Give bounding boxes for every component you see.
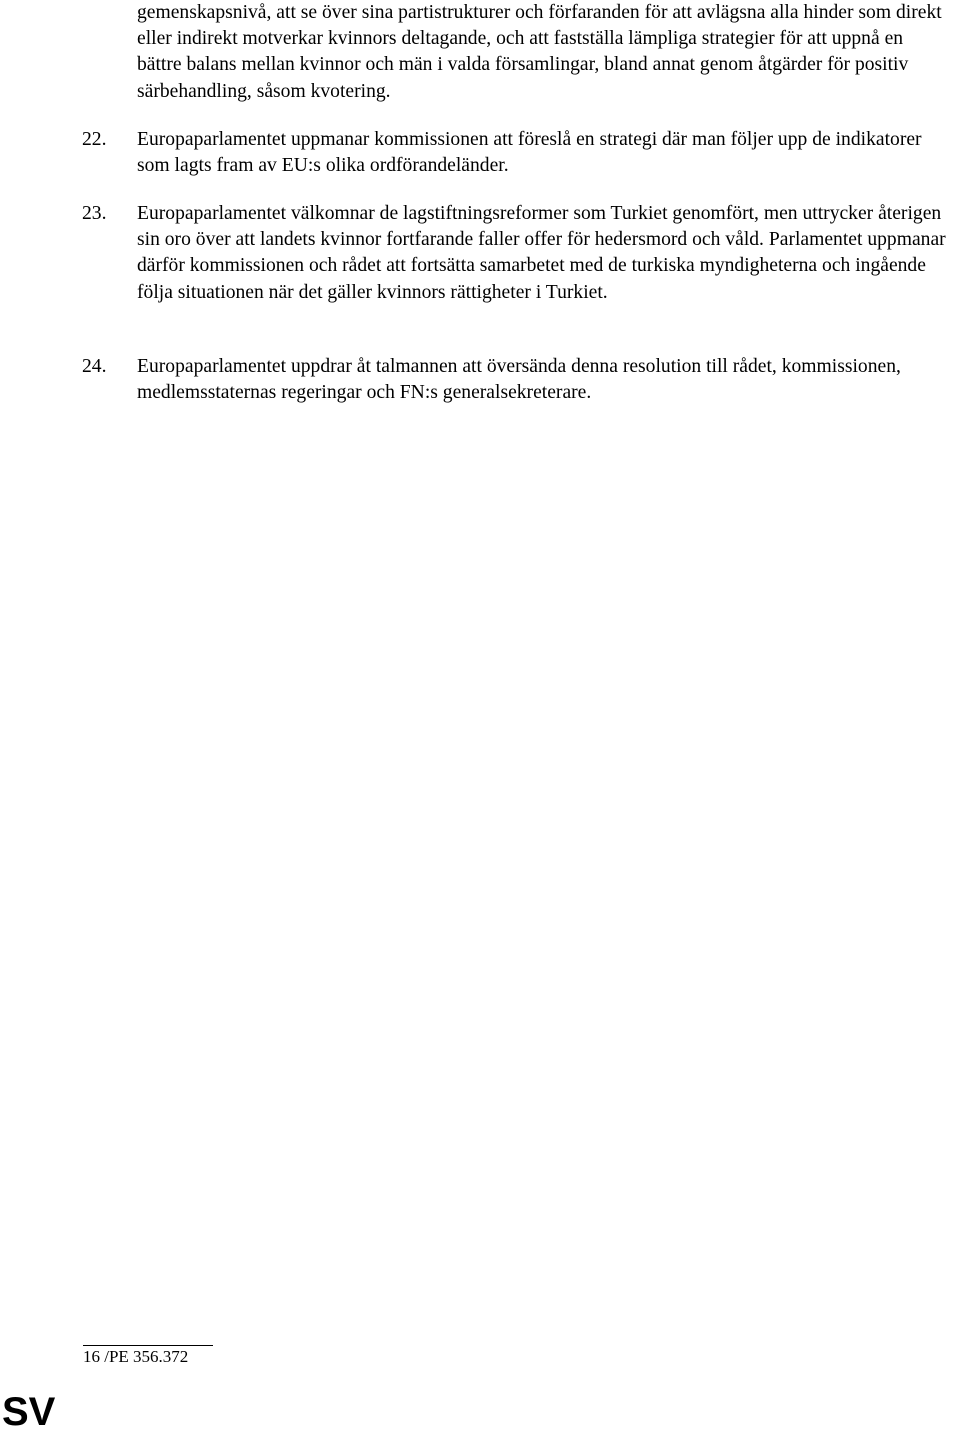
paragraph-24 bbox=[82, 354, 949, 406]
paragraph-number: 24. bbox=[82, 356, 107, 377]
paragraph-23 bbox=[82, 201, 949, 306]
language-code: SV bbox=[2, 1390, 56, 1434]
paragraph-text: Europaparlamentet uppdrar åt talmannen att översända denna resolution till rådet, kommissionen, medlemsstaternas regeringar och FN:s generalsekreterare. bbox=[137, 356, 901, 404]
paragraph-continuation: gemenskapsnivå, att se över sina partistrukturer och förfaranden för att avlägsna alla hinder som direkt eller indirekt motverkar kvinnors deltagande, och att fastställa lämpliga strategier för att uppnå en bättre balans mellan kvinnor och män i valda församlingar, bland annat genom åtgärder för positiv särbehandling, såsom kvotering. bbox=[137, 2, 942, 102]
paragraph-number: 23. bbox=[82, 203, 107, 224]
paragraph-text: Europaparlamentet uppmanar kommissionen att föreslå en strategi där man följer upp de indikatorer som lagts fram av EU:s olika ordförandeländer. bbox=[137, 129, 922, 177]
paragraph-22 bbox=[82, 127, 949, 179]
footer-page-reference: 16 /PE 356.372 bbox=[83, 1347, 189, 1366]
paragraph-number: 22. bbox=[82, 129, 107, 150]
paragraph-text: Europaparlamentet välkomnar de lagstiftningsreformer som Turkiet genomfört, men uttrycker återigen sin oro över att landets kvinnor fortfarande faller offer för hedersmord och våld. Parlamentet uppmanar därför kommissionen och rådet att fortsätta samarbetet med de turkiska myndigheterna och ingående följa situationen när det gäller kvinnors rättigheter i Turkiet. bbox=[137, 203, 946, 303]
